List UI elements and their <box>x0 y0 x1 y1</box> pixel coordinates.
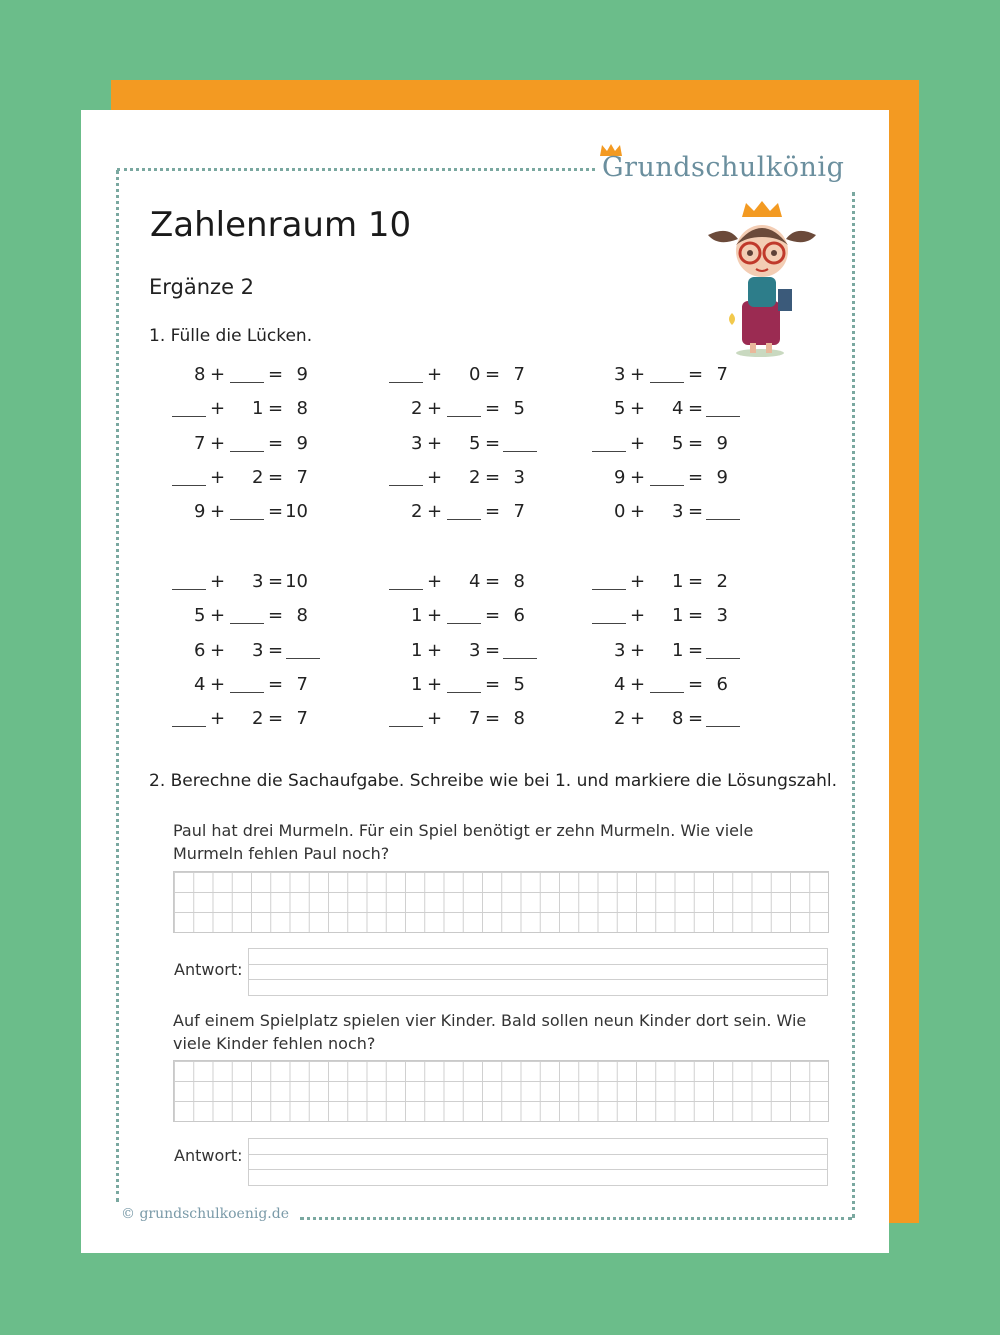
result: 9 <box>296 432 308 454</box>
equation-row <box>592 433 762 459</box>
result: 8 <box>513 571 525 592</box>
answer-blank[interactable] <box>592 433 626 452</box>
answer-blank[interactable] <box>706 708 740 727</box>
frame-bottom-border <box>300 1217 852 1220</box>
equation-row <box>592 501 762 527</box>
plus-sign: + <box>427 571 443 592</box>
addend-2: 4 <box>469 571 481 592</box>
plus-sign: + <box>630 639 646 661</box>
addend-2: 1 <box>672 605 684 627</box>
answer-blank[interactable] <box>503 640 537 659</box>
plus-sign: + <box>427 501 443 523</box>
equals-sign: = <box>485 398 501 420</box>
equals-sign: = <box>485 605 501 627</box>
plus-sign: + <box>630 605 646 627</box>
addend-1: 2 <box>411 501 423 523</box>
answer-blank[interactable] <box>230 674 264 693</box>
addend-2: 7 <box>469 708 481 730</box>
answer-label-2: Antwort: <box>174 1146 243 1165</box>
result: 3 <box>513 466 525 488</box>
result: 7 <box>513 501 525 523</box>
addend-1: 2 <box>411 398 423 420</box>
equals-sign: = <box>688 673 704 695</box>
answer-blank[interactable] <box>706 640 740 659</box>
answer-blank[interactable] <box>650 364 684 383</box>
equation-row <box>172 674 342 700</box>
plus-sign: + <box>630 364 646 385</box>
addend-2: 3 <box>252 571 264 592</box>
equals-sign: = <box>688 571 704 592</box>
addend-2: 8 <box>672 708 684 730</box>
result: 9 <box>296 364 308 385</box>
equals-sign: = <box>268 708 284 730</box>
equals-sign: = <box>688 466 704 488</box>
addend-1: 9 <box>194 501 206 523</box>
answer-blank[interactable] <box>172 708 206 727</box>
addend-1: 8 <box>194 364 206 385</box>
addend-2: 2 <box>469 466 481 488</box>
addend-1: 1 <box>411 673 423 695</box>
answer-blank[interactable] <box>447 501 481 520</box>
plus-sign: + <box>210 673 226 695</box>
equation-row <box>389 398 559 424</box>
equation-row <box>172 433 342 459</box>
equals-sign: = <box>485 501 501 523</box>
word-problem-2: Auf einem Spielplatz spielen vier Kinder. Bald sollen neun Kinder dort sein. Wie viele Kinder fehlen noch? <box>173 1011 807 1053</box>
answer-blank[interactable] <box>650 674 684 693</box>
answer-blank[interactable] <box>389 571 423 590</box>
equation-row <box>172 640 342 666</box>
equation-row <box>172 467 342 493</box>
equals-sign: = <box>268 639 284 661</box>
answer-label-1: Antwort: <box>174 960 243 979</box>
equals-sign: = <box>268 432 284 454</box>
equation-row <box>592 605 762 631</box>
equals-sign: = <box>688 364 704 385</box>
addend-2: 5 <box>672 432 684 454</box>
girl-illustration <box>702 195 822 360</box>
task-1-instruction: 1. Fülle die Lücken. <box>149 326 313 346</box>
result: 7 <box>296 466 308 488</box>
equation-row <box>389 640 559 666</box>
plus-sign: + <box>427 432 443 454</box>
frame-top-border <box>117 168 595 171</box>
plus-sign: + <box>427 466 443 488</box>
plus-sign: + <box>427 398 443 420</box>
answer-blank[interactable] <box>172 467 206 486</box>
addend-2: 3 <box>469 639 481 661</box>
result: 7 <box>296 673 308 695</box>
equation-row <box>389 674 559 700</box>
answer-blank[interactable] <box>172 398 206 417</box>
addend-1: 3 <box>614 364 626 385</box>
equals-sign: = <box>485 571 501 592</box>
answer-blank[interactable] <box>389 364 423 383</box>
equals-sign: = <box>688 605 704 627</box>
result: 5 <box>513 398 525 420</box>
equation-row <box>389 433 559 459</box>
result: 9 <box>716 466 728 488</box>
answer-blank[interactable] <box>230 364 264 383</box>
plus-sign: + <box>630 571 646 592</box>
equation-row <box>172 708 342 734</box>
equation-row <box>592 674 762 700</box>
answer-blank[interactable] <box>503 433 537 452</box>
result: 7 <box>716 364 728 385</box>
result: 3 <box>716 605 728 627</box>
addend-2: 1 <box>672 571 684 592</box>
addend-1: 4 <box>614 673 626 695</box>
equation-row <box>592 571 762 597</box>
plus-sign: + <box>427 605 443 627</box>
equation-row <box>389 364 559 390</box>
page-title: Zahlenraum 10 <box>150 205 412 245</box>
addend-2: 1 <box>672 639 684 661</box>
brand-logo: Grundschulkönig <box>602 152 845 183</box>
equation-row <box>389 605 559 631</box>
equation-row <box>592 708 762 734</box>
equation-row <box>172 398 342 424</box>
frame-left-border <box>116 170 119 1202</box>
plus-sign: + <box>210 605 226 627</box>
plus-sign: + <box>630 708 646 730</box>
plus-sign: + <box>630 398 646 420</box>
plus-sign: + <box>210 639 226 661</box>
equals-sign: = <box>485 639 501 661</box>
addend-2: 0 <box>469 364 481 385</box>
calculation-grid-1[interactable] <box>173 871 829 933</box>
addend-1: 4 <box>194 673 206 695</box>
result: 7 <box>513 364 525 385</box>
equals-sign: = <box>688 639 704 661</box>
equation-row <box>389 467 559 493</box>
equals-sign: = <box>268 398 284 420</box>
plus-sign: + <box>210 364 226 385</box>
calculation-grid-2[interactable] <box>173 1060 829 1122</box>
answer-blank[interactable] <box>230 605 264 624</box>
addend-2: 5 <box>469 432 481 454</box>
equals-sign: = <box>485 466 501 488</box>
addend-2: 4 <box>672 398 684 420</box>
plus-sign: + <box>630 501 646 523</box>
page-subtitle: Ergänze 2 <box>149 275 255 299</box>
answer-blank[interactable] <box>230 501 264 520</box>
word-problem-1: Paul hat drei Murmeln. Für ein Spiel benötigt er zehn Murmeln. Wie viele Murmeln fehlen Paul noch? <box>173 821 754 863</box>
addend-1: 9 <box>614 466 626 488</box>
answer-blank[interactable] <box>389 708 423 727</box>
equation-row <box>172 571 342 597</box>
equation-row <box>592 398 762 424</box>
result: 8 <box>513 708 525 730</box>
equation-row <box>592 640 762 666</box>
addend-1: 5 <box>194 605 206 627</box>
result: 6 <box>716 673 728 695</box>
answer-blank[interactable] <box>592 605 626 624</box>
addend-2: 2 <box>252 708 264 730</box>
plus-sign: + <box>630 466 646 488</box>
equation-row <box>172 605 342 631</box>
answer-blank[interactable] <box>172 571 206 590</box>
addend-2: 1 <box>252 398 264 420</box>
answer-blank[interactable] <box>286 640 320 659</box>
answer-blank[interactable] <box>447 674 481 693</box>
result: 6 <box>513 605 525 627</box>
equals-sign: = <box>268 501 284 523</box>
answer-blank[interactable] <box>706 501 740 520</box>
result: 2 <box>716 571 728 592</box>
addend-1: 1 <box>411 605 423 627</box>
equals-sign: = <box>485 364 501 385</box>
result: 7 <box>296 708 308 730</box>
addend-2: 2 <box>252 466 264 488</box>
addend-1: 2 <box>614 708 626 730</box>
addend-1: 5 <box>614 398 626 420</box>
equals-sign: = <box>485 673 501 695</box>
plus-sign: + <box>210 501 226 523</box>
equation-row <box>592 467 762 493</box>
plus-sign: + <box>210 432 226 454</box>
result: 5 <box>513 673 525 695</box>
equals-sign: = <box>268 571 284 592</box>
equals-sign: = <box>268 466 284 488</box>
plus-sign: + <box>210 708 226 730</box>
copyright-footer: © grundschulkoenig.de <box>121 1206 289 1222</box>
answer-blank[interactable] <box>592 571 626 590</box>
addend-1: 0 <box>614 501 626 523</box>
answer-blank[interactable] <box>389 467 423 486</box>
result: 8 <box>296 398 308 420</box>
equation-row <box>172 364 342 390</box>
result: 10 <box>285 571 308 592</box>
plus-sign: + <box>427 639 443 661</box>
result: 8 <box>296 605 308 627</box>
result: 9 <box>716 432 728 454</box>
addend-1: 3 <box>411 432 423 454</box>
plus-sign: + <box>427 673 443 695</box>
answer-lines-1[interactable] <box>248 948 828 996</box>
equals-sign: = <box>268 673 284 695</box>
answer-blank[interactable] <box>447 605 481 624</box>
equals-sign: = <box>268 605 284 627</box>
addend-2: 3 <box>252 639 264 661</box>
answer-blank[interactable] <box>650 467 684 486</box>
plus-sign: + <box>210 398 226 420</box>
frame-right-border <box>852 192 855 1218</box>
plus-sign: + <box>210 571 226 592</box>
equation-row <box>389 501 559 527</box>
answer-blank[interactable] <box>230 433 264 452</box>
answer-blank[interactable] <box>706 398 740 417</box>
equals-sign: = <box>485 708 501 730</box>
plus-sign: + <box>210 466 226 488</box>
task-2-instruction: 2. Berechne die Sachaufgabe. Schreibe wie bei 1. und markiere die Lösungszahl. <box>149 771 838 791</box>
answer-blank[interactable] <box>447 398 481 417</box>
equals-sign: = <box>485 432 501 454</box>
equation-row <box>389 708 559 734</box>
addend-1: 7 <box>194 432 206 454</box>
plus-sign: + <box>427 364 443 385</box>
plus-sign: + <box>427 708 443 730</box>
addend-1: 1 <box>411 639 423 661</box>
addend-2: 3 <box>672 501 684 523</box>
equation-row <box>389 571 559 597</box>
equals-sign: = <box>688 432 704 454</box>
equation-row <box>172 501 342 527</box>
result: 10 <box>285 501 308 523</box>
addend-1: 6 <box>194 639 206 661</box>
plus-sign: + <box>630 673 646 695</box>
equals-sign: = <box>268 364 284 385</box>
equals-sign: = <box>688 501 704 523</box>
equals-sign: = <box>688 708 704 730</box>
equation-row <box>592 364 762 390</box>
addend-1: 3 <box>614 639 626 661</box>
equals-sign: = <box>688 398 704 420</box>
plus-sign: + <box>630 432 646 454</box>
answer-lines-2[interactable] <box>248 1138 828 1186</box>
